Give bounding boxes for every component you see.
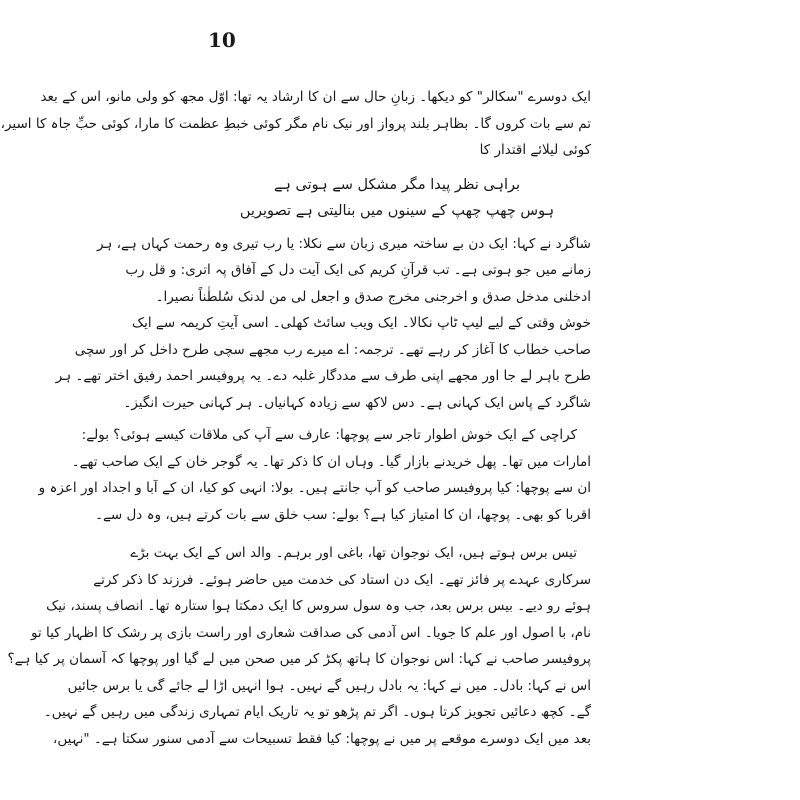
text-line: ایک دوسرے "سکالر" کو دیکھا۔ زبانِ حال سے ان کا ارشاد یہ تھا: اوّل مجھ کو ولی مانو، اس کے بعد xyxy=(40,89,591,105)
text-line: پروفیسر صاحب نے کہا: اس نوجوان کا ہاتھ پکڑ کر میں صحن میں لے گیا اور پوچھا کہ آسمان پر کیا ہے؟ xyxy=(7,651,591,667)
text-line: اس نے کہا: بادل۔ میں نے کہا: یہ بادل رہیں گے نہیں۔ ہوا انہیں اڑا لے جائے گی یا برس جائیں xyxy=(67,677,591,694)
text-line: ان سے پوچھا: کیا پروفیسر صاحب کو آپ جانتے ہیں۔ بولا: انہی کو کیا، ان کے آبا و اجداد اور اعزہ و xyxy=(38,480,591,496)
text-line: اقربا کو بھی۔ پوچھا، ان کا امتیاز کیا ہے؟ بولے: سب خلق سے بات کرتے ہیں، وہ دل سے۔ xyxy=(95,506,591,523)
text-line: شاگرد نے کہا: ایک دن بے ساختہ میری زبان سے نکلا: یا رب تیری وہ رحمت کہاں ہے، ہر xyxy=(96,235,591,252)
verse-line: براہی نظر پیدا مگر مشکل سے ہوتی ہے xyxy=(273,176,521,193)
text-line: گے۔ کچھ دعائیں تجویز کرتا ہوں۔ اگر تم پڑھو تو یہ تاریک ایام تمہاری زندگی میں رہیں گے نہیں۔ xyxy=(43,704,591,720)
verse-line: ہوس چھپ چھپ کے سینوں میں بنالیتی ہے تصویریں xyxy=(239,203,555,219)
text-line: کوئی لیلائے اقتدار کا xyxy=(479,142,591,158)
text-line: تیس برس ہوتے ہیں، ایک نوجوان تھا، باغی اور برہم۔ والد اس کے ایک بہت بڑے xyxy=(130,545,577,561)
text-line: ہوئے رو دیے۔ بیس برس بعد، جب وہ سول سروس کا ایک دمکتا ہوا ستارہ تھا۔ انصاف پسند، نیک xyxy=(46,598,591,614)
text-line: ادخلنی مدخل صدق و اخرجنی مخرج صدق و اجعل لی من لدنک سُلطٰناً نصیرا۔ xyxy=(155,288,591,305)
text-line: نام، با اصول اور علم کا جویا۔ اس آدمی کی صداقت شعاری اور راست بازی پر رشک کا اظہار کیا تو xyxy=(30,624,591,641)
text-line: شاگرد کے پاس ایک کہانی ہے۔ دس لاکھ سے زیادہ کہانیاں۔ ہر کہانی حیرت انگیز۔ xyxy=(123,394,591,411)
text-line: تم سے بات کروں گا۔ بظاہر بلند پرواز اور نیک نام مگر کوئی خبطِ عظمت کا مارا، کوئی حبِّ جاہ کا اسیر، xyxy=(0,115,591,132)
text-line: طرح باہر لے جا اور مجھے اپنی طرف سے مددگار غلبہ دے۔ یہ پروفیسر احمد رفیق اختر تھے۔ ہر xyxy=(55,368,591,384)
text-line: زمانے میں جو ہوتی ہے۔ تب قرآنِ کریم کی ایک آیت دل کے آفاق پہ اتری: و قل رب xyxy=(125,262,591,278)
page-body xyxy=(0,84,591,752)
text-line: کراچی کے ایک خوش اطوار تاجر سے پوچھا: عارف سے آپ کی ملاقات کیسے ہوئی؟ بولے: xyxy=(81,427,577,443)
text-line: سرکاری عہدے پر فائز تھے۔ ایک دن استاد کی خدمت میں حاضر ہوئے۔ فرزند کا ذکر کرتے xyxy=(93,571,591,588)
text-line: بعد میں ایک دوسرے موقعے پر میں نے پوچھا: کیا فقط تسبیحات سے آدمی سنور سکتا ہے۔ "نہیں، xyxy=(53,730,591,747)
text-line: امارات میں تھا۔ پھل خریدنے بازار گیا۔ وہاں ان کا ذکر تھا۔ یہ گوجر خان کے ایک صاحب تھے۔ xyxy=(71,453,591,470)
page-number: 10 xyxy=(208,28,236,52)
text-line: صاحب خطاب کا آغاز کر رہے تھے۔ ترجمہ: اے میرے رب مجھے سچی طرح داخل کر اور سچی xyxy=(74,341,591,358)
text-line: خوش وقتی کے لیے لیپ ٹاپ نکالا۔ ایک ویب سائٹ کھلی۔ اسی آیتِ کریمہ سے ایک xyxy=(132,315,591,331)
